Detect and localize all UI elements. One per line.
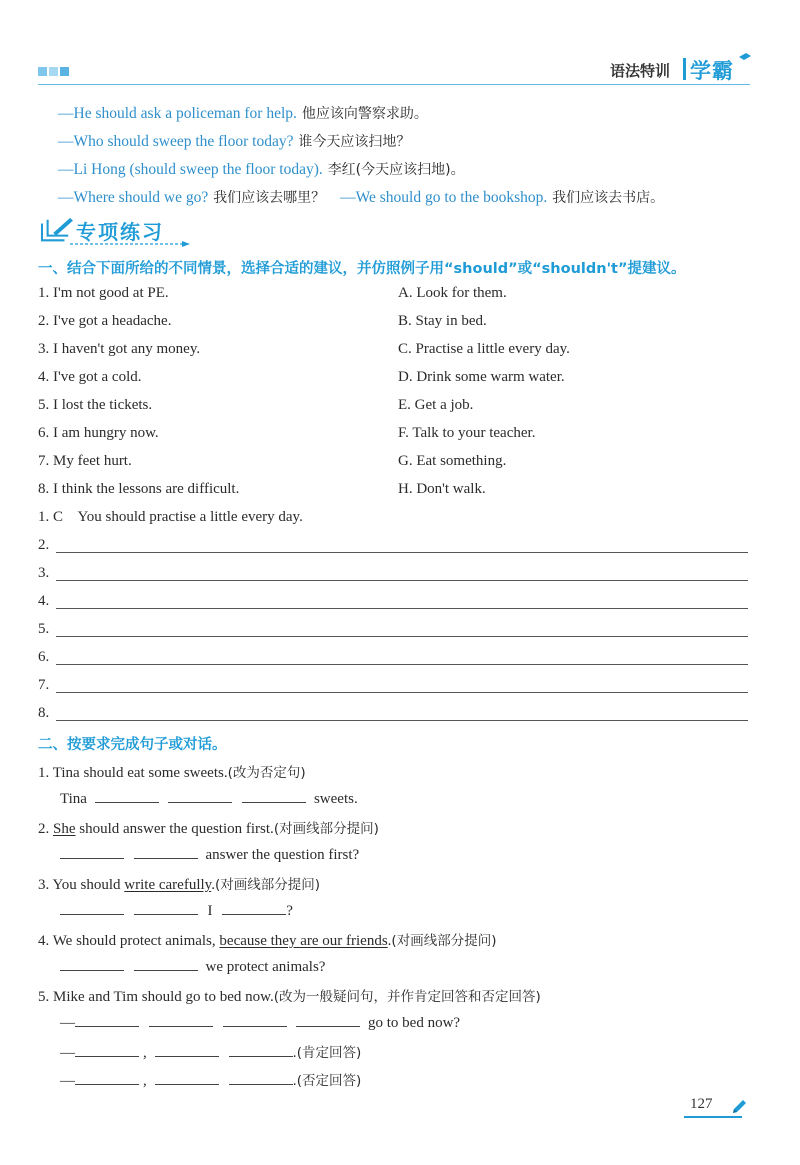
- situation-item: 4. I've got a cold.: [38, 369, 142, 385]
- blank[interactable]: [75, 1013, 139, 1027]
- question-instruction: (改为否定句): [227, 765, 306, 781]
- header-section-name: 语法特训: [609, 62, 670, 80]
- answer-instruction: .(肯定回答): [292, 1045, 362, 1061]
- header-decor-squares: [38, 67, 69, 76]
- situation-item: 7. My feet hurt.: [38, 453, 132, 469]
- blank[interactable]: [75, 1043, 139, 1057]
- blank[interactable]: [155, 1071, 219, 1085]
- part2-title: 二、按要求完成句子或对话。: [38, 737, 227, 753]
- answer-number: 6.: [38, 649, 50, 665]
- blank[interactable]: [222, 901, 286, 915]
- answer-line[interactable]: [56, 580, 748, 581]
- question-1: [38, 761, 306, 782]
- question-instruction: (对画线部分提问): [391, 933, 497, 949]
- blank[interactable]: [229, 1071, 293, 1085]
- answer-line[interactable]: [56, 692, 748, 693]
- underlined-part: because they are our friends: [219, 933, 388, 949]
- example-en: —He should ask a policeman for help.: [58, 105, 297, 122]
- example-line-1: [58, 103, 428, 123]
- situation-item: 2. I've got a headache.: [38, 313, 172, 329]
- question-2-answer: [60, 845, 359, 864]
- blank[interactable]: [60, 901, 124, 915]
- answer-line[interactable]: [56, 636, 748, 637]
- dashed-arrow-icon: [70, 241, 190, 247]
- answer-number: 2.: [38, 537, 50, 553]
- question-text: should answer the question first.: [79, 821, 274, 837]
- advice-option: E. Get a job.: [398, 397, 474, 413]
- blank[interactable]: [168, 789, 232, 803]
- header-divider: [683, 58, 686, 80]
- example-line-4: [58, 187, 664, 207]
- question-instruction: (对画线部分提问): [273, 821, 379, 837]
- advice-option: F. Talk to your teacher.: [398, 425, 536, 441]
- answer-tail: go to bed now?: [368, 1015, 461, 1031]
- page-number-rule: [684, 1116, 742, 1118]
- answer-number: 5.: [38, 621, 50, 637]
- example-cn: 他应该向警察求助。: [301, 106, 428, 122]
- question-text: 3. You should: [38, 877, 121, 893]
- question-1-answer: [60, 789, 358, 808]
- question-5-yes-answer: [60, 1041, 361, 1062]
- blank[interactable]: [75, 1071, 139, 1085]
- answer-instruction: .(否定回答): [292, 1073, 362, 1089]
- answer-line[interactable]: [56, 608, 748, 609]
- example-en: —Li Hong (should sweep the floor today).: [58, 161, 323, 178]
- blank[interactable]: [134, 957, 198, 971]
- blank[interactable]: [134, 901, 198, 915]
- mortarboard-icon: [738, 52, 752, 64]
- situation-item: 8. I think the lessons are difficult.: [38, 481, 240, 497]
- blank[interactable]: [149, 1013, 213, 1027]
- dialog-dash: —: [60, 1015, 75, 1031]
- example-answer: 1. C You should practise a little every day.: [38, 509, 303, 525]
- question-punct: .: [211, 877, 215, 893]
- answer-line[interactable]: [56, 552, 748, 553]
- situation-item: 1. I'm not good at PE.: [38, 285, 169, 301]
- question-instruction: (对画线部分提问): [214, 877, 320, 893]
- dialog-dash: —: [60, 1045, 75, 1061]
- advice-option: D. Drink some warm water.: [398, 369, 565, 385]
- blank[interactable]: [155, 1043, 219, 1057]
- answer-number: 4.: [38, 593, 50, 609]
- section-title: 专项练习: [76, 220, 164, 244]
- answer-number: 7.: [38, 677, 50, 693]
- page-number: 127: [690, 1096, 713, 1112]
- question-instruction: (改为一般疑问句，并作肯定回答和否定回答): [273, 989, 541, 1005]
- blank[interactable]: [296, 1013, 360, 1027]
- example-line-2: [58, 131, 410, 151]
- part1-title: 一、结合下面所给的不同情景，选择合适的建议，并仿照例子用“should”或“shouldn't”提建议。: [38, 261, 686, 277]
- question-2: [38, 817, 379, 838]
- question-text: 5. Mike and Tim should go to bed now.: [38, 989, 274, 1005]
- header-rule: [38, 84, 750, 85]
- advice-option: C. Practise a little every day.: [398, 341, 570, 357]
- situation-item: 5. I lost the tickets.: [38, 397, 153, 413]
- answer-number: 3.: [38, 565, 50, 581]
- question-5-no-answer: [60, 1069, 361, 1090]
- example-en: —Where should we go?: [58, 189, 209, 206]
- situation-item: 6. I am hungry now.: [38, 425, 159, 441]
- blank[interactable]: [134, 845, 198, 859]
- answer-lead: Tina: [60, 791, 87, 807]
- question-punct: .: [387, 933, 392, 949]
- example-line-3: [58, 159, 465, 179]
- answer-tail: answer the question first?: [205, 847, 360, 863]
- example-cn: 我们应该去书店。: [552, 190, 665, 206]
- decor-square: [60, 67, 69, 76]
- blank[interactable]: [60, 845, 124, 859]
- comma: ,: [143, 1045, 147, 1061]
- question-text: 1. Tina should eat some sweets.: [38, 765, 228, 781]
- pencil-icon: [730, 1098, 748, 1116]
- question-number: 2.: [38, 821, 50, 837]
- answer-number: 8.: [38, 705, 50, 721]
- question-text: 4. We should protect animals,: [38, 933, 216, 949]
- decor-square: [38, 67, 47, 76]
- blank[interactable]: [60, 957, 124, 971]
- blank[interactable]: [229, 1043, 293, 1057]
- question-5: [38, 985, 541, 1006]
- header-logo: 学霸: [690, 59, 734, 83]
- advice-option: H. Don't walk.: [398, 481, 486, 497]
- advice-option: G. Eat something.: [398, 453, 507, 469]
- example-en: —We should go to the bookshop.: [340, 189, 548, 206]
- blank[interactable]: [223, 1013, 287, 1027]
- example-cn: 谁今天应该扫地？: [298, 134, 411, 150]
- answer-line[interactable]: [56, 664, 748, 665]
- answer-tail: ?: [286, 903, 293, 919]
- comma: ,: [143, 1073, 147, 1089]
- advice-option: B. Stay in bed.: [398, 313, 487, 329]
- underlined-part: write carefully: [124, 877, 212, 893]
- question-5-question: [60, 1013, 460, 1032]
- situation-item: 3. I haven't got any money.: [38, 341, 201, 357]
- answer-line[interactable]: [56, 720, 748, 721]
- underlined-part: She: [53, 821, 76, 837]
- example-cn: 李红(今天应该扫地)。: [327, 162, 465, 178]
- example-cn: 我们应该去哪里？: [213, 190, 326, 206]
- decor-square: [49, 67, 58, 76]
- example-en: —Who should sweep the floor today?: [58, 133, 294, 150]
- answer-word: I: [207, 903, 213, 919]
- blank[interactable]: [95, 789, 159, 803]
- answer-tail: we protect animals?: [205, 959, 326, 975]
- dialog-dash: —: [60, 1073, 75, 1089]
- advice-option: A. Look for them.: [398, 285, 507, 301]
- blank[interactable]: [242, 789, 306, 803]
- question-4: [38, 929, 496, 950]
- question-3-answer: [60, 901, 293, 920]
- question-4-answer: [60, 957, 325, 976]
- question-3: [38, 873, 320, 894]
- answer-tail: sweets.: [313, 791, 358, 807]
